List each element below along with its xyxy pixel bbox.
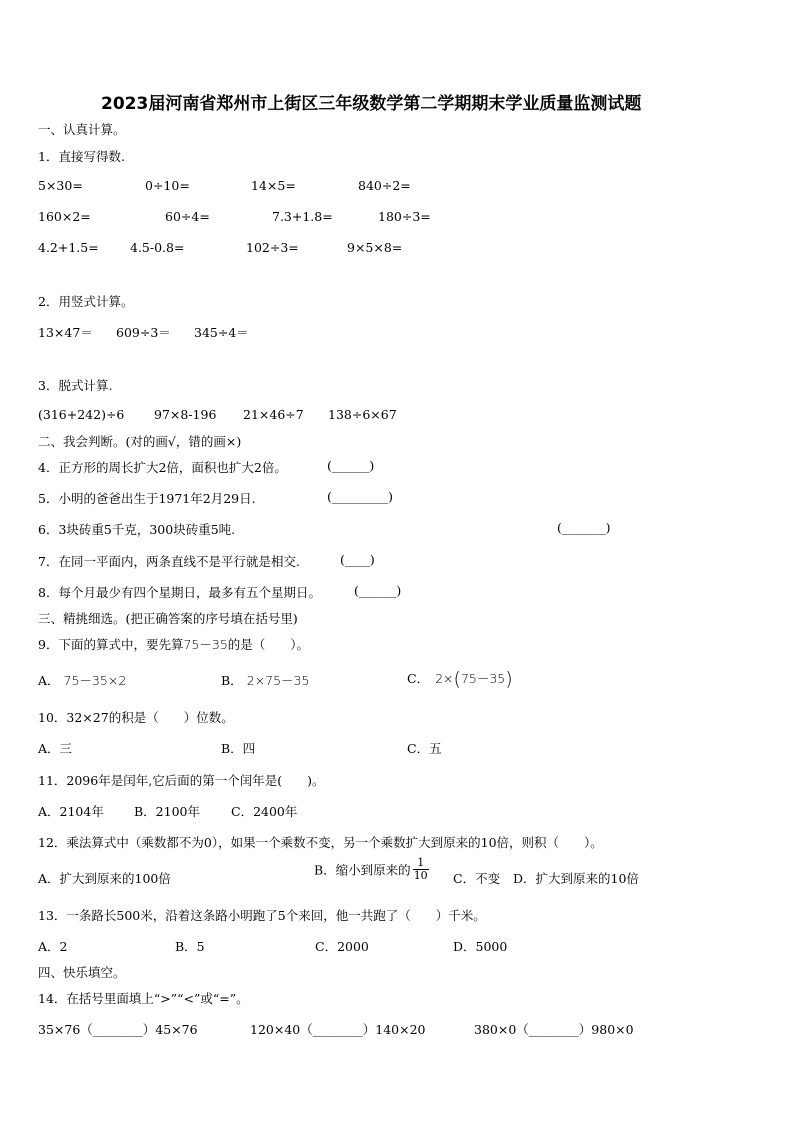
q13-option-d[interactable]: D．5000 <box>453 939 508 954</box>
q2-label: 2．用竖式计算。 <box>38 294 134 309</box>
q5-text: 5．小明的爸爸出生于1971年2月29日. <box>38 491 256 506</box>
q1-r3-c4: 9×5×8= <box>347 240 403 255</box>
q1-label: 1．直接写得数. <box>38 149 125 164</box>
q11-option-b[interactable]: B．2100年 <box>134 804 200 819</box>
q2-item-2: 609÷3＝ <box>116 325 171 340</box>
q14-item-2[interactable]: 120×40（________）140×20 <box>250 1022 426 1037</box>
q8-text: 8．每个月最少有四个星期日，最多有五个星期日。 <box>38 585 321 600</box>
q9-text: 9．下面的算式中，要先算 <box>38 637 184 652</box>
q3-item-1: (316+242)÷6 <box>38 407 125 422</box>
q9-question <box>38 635 309 653</box>
q9-option-c[interactable] <box>407 668 513 690</box>
q9-option-c-inner: 75－35 <box>460 671 506 686</box>
q9-tail: 的是（ ）。 <box>227 637 310 652</box>
q12-option-b-text: B．缩小到原来的 <box>314 862 411 878</box>
q9-option-a[interactable] <box>38 671 126 689</box>
q3-label: 3．脱式计算. <box>38 378 113 393</box>
q12-option-b[interactable] <box>314 857 431 882</box>
q1-r3-c2: 4.5-0.8= <box>130 240 185 255</box>
page-title: 2023届河南省郑州市上街区三年级数学第二学期期末学业质量监测试题 <box>101 94 642 114</box>
q1-r1-c2: 0÷10= <box>145 178 190 193</box>
q13-option-b[interactable]: B．5 <box>175 939 205 954</box>
q3-item-3: 21×46÷7 <box>243 407 304 422</box>
q9-option-a-letter: A． <box>38 673 60 688</box>
q14-text: 14．在括号里面填上“>”“<”或“=”。 <box>38 991 249 1006</box>
q3-item-4: 138÷6×67 <box>328 407 397 422</box>
q12-option-a[interactable]: A．扩大到原来的100倍 <box>38 871 171 886</box>
q9-option-a-expr: 75－35×2 <box>63 673 127 688</box>
q12-fraction-numerator: 1 <box>413 857 429 870</box>
q8-answer-blank[interactable]: (______) <box>354 583 402 598</box>
q1-r3-c3: 102÷3= <box>246 240 299 255</box>
q2-item-1: 13×47＝ <box>38 325 93 340</box>
q3-item-2: 97×8-196 <box>154 407 217 422</box>
q1-r1-c4: 840÷2= <box>358 178 411 193</box>
q1-r2-c4: 180÷3= <box>378 209 431 224</box>
q1-r2-c1: 160×2= <box>38 209 91 224</box>
section-1-heading: 一、认真计算。 <box>38 122 126 137</box>
q6-text: 6．3块砖重5千克，300块砖重5吨. <box>38 522 236 537</box>
q12-text: 12．乘法算式中（乘数都不为0），如果一个乘数不变，另一个乘数扩大到原来的10倍，则积（ ）。 <box>38 835 603 850</box>
q12-fraction <box>413 857 429 882</box>
q11-option-c[interactable]: C．2400年 <box>231 804 298 819</box>
q4-text: 4．正方形的周长扩大2倍，面积也扩大2倍。 <box>38 460 287 475</box>
q5-answer-blank[interactable]: (_________) <box>327 489 394 504</box>
q13-text: 13．一条路长500米，沿着这条路小明跑了5个来回，他一共跑了（ ）千米。 <box>38 908 486 923</box>
q10-option-b[interactable]: B．四 <box>221 741 256 756</box>
q7-answer-blank[interactable]: (____) <box>340 552 375 567</box>
q12-option-d[interactable]: D．扩大到原来的10倍 <box>513 871 639 886</box>
q9-option-c-letter: C． <box>407 671 430 686</box>
q1-r2-c2: 60÷4= <box>165 209 210 224</box>
q9-option-b-letter: B． <box>221 673 243 688</box>
q1-r3-c1: 4.2+1.5= <box>38 240 99 255</box>
q10-text: 10．32×27的积是（ ）位数。 <box>38 710 234 725</box>
q1-r1-c1: 5×30= <box>38 178 83 193</box>
q13-option-c[interactable]: C．2000 <box>315 939 369 954</box>
q7-text: 7．在同一平面内，两条直线不是平行就是相交. <box>38 554 300 569</box>
q4-answer-blank[interactable]: (______) <box>327 458 375 473</box>
q14-item-3[interactable]: 380×0（________）980×0 <box>474 1022 634 1037</box>
section-4-heading: 四、快乐填空。 <box>38 965 126 980</box>
q9-option-c-pre: 2× <box>435 671 454 686</box>
q2-item-3: 345÷4＝ <box>194 325 249 340</box>
q13-option-a[interactable]: A．2 <box>38 939 68 954</box>
q9-option-b-expr: 2×75－35 <box>246 673 310 688</box>
q11-option-a[interactable]: A．2104年 <box>38 804 104 819</box>
q1-r2-c3: 7.3+1.8= <box>272 209 333 224</box>
q12-fraction-denominator: 10 <box>413 869 428 882</box>
q14-item-1[interactable]: 35×76（________）45×76 <box>38 1022 198 1037</box>
q6-answer-blank[interactable]: (_______) <box>557 520 611 535</box>
q9-expression: 75－35 <box>183 637 228 652</box>
section-2-heading: 二、我会判断。(对的画√，错的画×) <box>38 434 242 449</box>
q9-option-c-right-paren: ) <box>505 668 513 690</box>
q9-option-b[interactable] <box>221 671 309 689</box>
q12-option-c[interactable]: C．不变 <box>453 871 501 886</box>
section-3-heading: 三、精挑细选。(把正确答案的序号填在括号里) <box>38 611 298 626</box>
q1-r1-c3: 14×5= <box>251 178 296 193</box>
q11-text: 11．2096年是闰年,它后面的第一个闰年是( )。 <box>38 773 325 788</box>
q9-option-c-left-paren: ( <box>453 668 461 690</box>
q10-option-a[interactable]: A．三 <box>38 741 73 756</box>
q10-option-c[interactable]: C．五 <box>407 741 442 756</box>
